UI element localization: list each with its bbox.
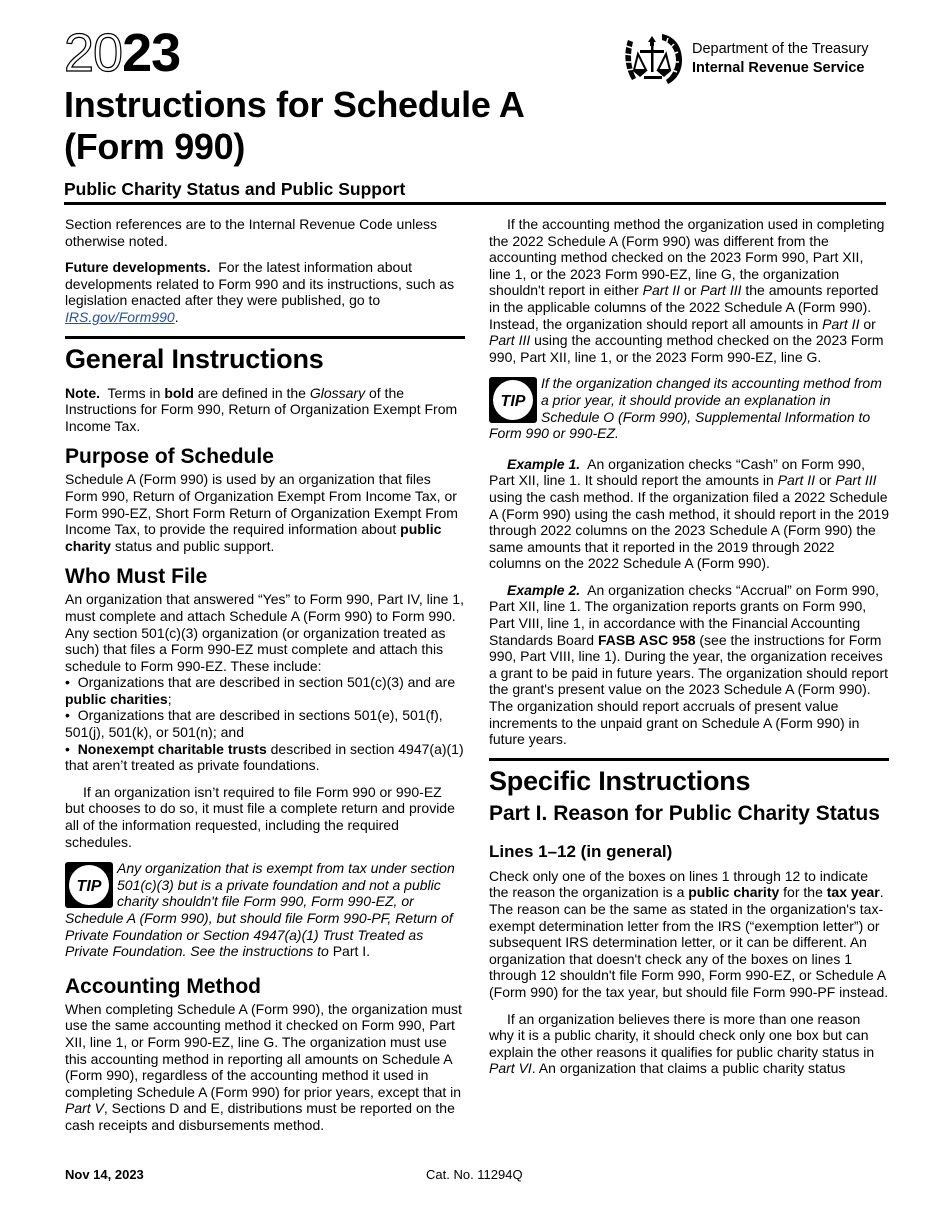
right-column — [489, 216, 889, 1087]
future-developments-paragraph: Future developments. For the latest information about developments related to Form 990 and its instructions, such as legislation enacted after they were published, go to IRS.gov/Form990. — [65, 259, 455, 325]
tip-label: TIP — [500, 393, 526, 411]
section-rule — [65, 336, 465, 339]
note-paragraph: Note. Terms in bold are defined in the Glossary of the Instructions for Form 990, Return of Organization Exempt From Income Tax. — [65, 384, 458, 434]
lines-1-12-heading: Lines 1–12 (in general) — [489, 841, 673, 861]
header-rule — [64, 202, 886, 205]
irs-eagle-logo-icon — [622, 30, 686, 88]
form-year — [64, 24, 180, 82]
document-title — [64, 84, 624, 168]
future-developments-label: Future developments. — [65, 259, 211, 276]
year-solid: 23 — [122, 23, 181, 83]
tip-label: TIP — [76, 878, 102, 896]
accounting-method-paragraph: When completing Schedule A (Form 990), the organization must use the same accounting method it checked on Form 990, Part XII, line 1, or Form 990-EZ, line G. The organization must use this accounting method in reporting all amounts on Schedule A (Form 990), regardless of the accounting method it used in completing Schedule A (Form 990) for prior years, except that in Part V, Sections D and E, distributions must be reported on the cash receipts and disbursements method. — [65, 1000, 462, 1133]
left-column — [65, 216, 465, 1144]
specific-instructions-heading: Specific Instructions — [489, 765, 751, 796]
optional-filing-paragraph: If an organization isn’t required to file Form 990 or 990-EZ but chooses to do so, it must file a complete return and provide all of the information requested, including the required schedules. — [65, 783, 455, 850]
tip-icon — [489, 377, 537, 423]
accounting-method-heading: Accounting Method — [65, 974, 261, 998]
method-change-paragraph: If the accounting method the organization used in completing the 2022 Schedule A (Form 990) was different from the accounting method checked on the 2023 Form 990, Part XII, line 1, or the 2023 Form 990-EZ, line G, the organization shouldn't report in either Part II or Part III the amounts reported in the applicable columns of the 2022 Schedule A (Form 990). Instead, the organization should report all amounts in Part II or Part III using the accounting method checked on the 2023 Form 990, Part XII, line 1, or the 2023 Form 990-EZ, line G. — [489, 216, 885, 365]
who-must-file-heading: Who Must File — [65, 565, 208, 589]
irs-form990-link[interactable]: IRS.gov/Form990 — [65, 308, 175, 325]
catalog-number: Cat. No. 11294Q — [426, 1167, 523, 1182]
multiple-reasons-paragraph: If an organization believes there is more than one reason why it is a public charity, it should check only one box but can explain the other reasons it qualifies for public charity status in Part VI. An organization that claims a public charity status — [489, 1010, 875, 1077]
year-outline: 20 — [64, 23, 123, 83]
example-1-paragraph: Example 1. An organization checks “Cash” on Form 990, Part XII, line 1. It should report the amounts in Part II or Part III using the cash method. If the organization filed a 2022 Schedule A (Form 990) using the cash method, it should report in the 2019 through 2022 columns on the 2023 Schedule A (Form 990) the same amounts that it reported in the 2019 through 2022 columns on the 2022 Schedule A (Form 990). — [489, 455, 890, 572]
agency-irs: Internal Revenue Service — [692, 60, 865, 76]
title-line-2: (Form 990) — [64, 126, 246, 167]
section-rule — [489, 758, 889, 761]
tip-box: TIP Any organization that is exempt from tax under section 501(c)(3) but is a private foundation and not a public charity shouldn't file Form 990, Form 990-EZ, or Schedule A (Form 990), but should file Form 990-PF, Return of Private Foundation or Section 4947(a)(1) Trust Treated as Private Foundation. See the instructions to Part I. — [65, 860, 455, 960]
general-instructions-heading: General Instructions — [65, 343, 324, 374]
tip-icon — [65, 862, 113, 908]
title-line-1: Instructions for Schedule A — [64, 84, 525, 125]
intro-paragraph: Section references are to the Internal Revenue Code unless otherwise noted. — [65, 216, 438, 249]
revision-date: Nov 14, 2023 — [65, 1167, 144, 1182]
purpose-paragraph: Schedule A (Form 990) is used by an organization that files Form 990, Return of Organization Exempt From Income Tax, or Form 990-EZ, Short Form Return of Organization Exempt From Income Tax, to provide the required information about public charity status and public support. — [65, 471, 458, 554]
list-item: • Nonexempt charitable trusts described in section 4947(a)(1) that aren’t treated as private foundations. — [65, 740, 464, 774]
document-subtitle: Public Charity Status and Public Support — [64, 179, 406, 199]
part-1-heading: Part I. Reason for Public Charity Status — [489, 801, 880, 825]
example-2-paragraph: Example 2. An organization checks “Accrual” on Form 990, Part XII, line 1. The organization reports grants on Form 990, Part VIII, line 1, in accordance with the Financial Accounting Standards Board FASB ASC 958 (see the instructions for Form 990, Part VIII, line 1). During the year, the organization receives a grant to be paid in future years. The organization should report the grant's present value on the 2023 Schedule A (Form 990). The organization should report accruals of present value increments to the unpaid grant on Schedule A (Form 990) in future years. — [489, 581, 888, 748]
who-must-file-paragraph: An organization that answered “Yes” to Form 990, Part IV, line 1, must complete and attach Schedule A (Form 990) to Form 990. Any section 501(c)(3) organization (or organization treated as such) that files a Form 990-EZ must complete and attach this schedule to Form 990-EZ. These include: — [65, 591, 464, 674]
lines-1-12-paragraph: Check only one of the boxes on lines 1 through 12 to indicate the reason the organization is a public charity for the tax year. The reason can be the same as stated in the organization's tax-exempt determination letter from the IRS (“exemption letter”) or subsequent IRS determination letter, or it can be different. An organization that doesn't check any of the boxes on lines 1 through 12 shouldn't file Form 990, Form 990-EZ, or Schedule A (Form 990) for the tax year, but should file Form 990-PF instead. — [489, 867, 889, 1000]
agency-block — [622, 30, 869, 88]
tip-box: TIP If the organization changed its accounting method from a prior year, it should provide an explanation in Schedule O (Form 990), Supplemental Information to Form 990 or 990-EZ. — [489, 375, 882, 442]
list-item: • Organizations that are described in section 501(c)(3) and are public charities; — [65, 674, 456, 707]
list-item: • Organizations that are described in sections 501(e), 501(f), 501(j), 501(k), or 501(n); and — [65, 707, 443, 741]
agency-department: Department of the Treasury — [692, 41, 869, 57]
purpose-heading: Purpose of Schedule — [65, 445, 274, 469]
